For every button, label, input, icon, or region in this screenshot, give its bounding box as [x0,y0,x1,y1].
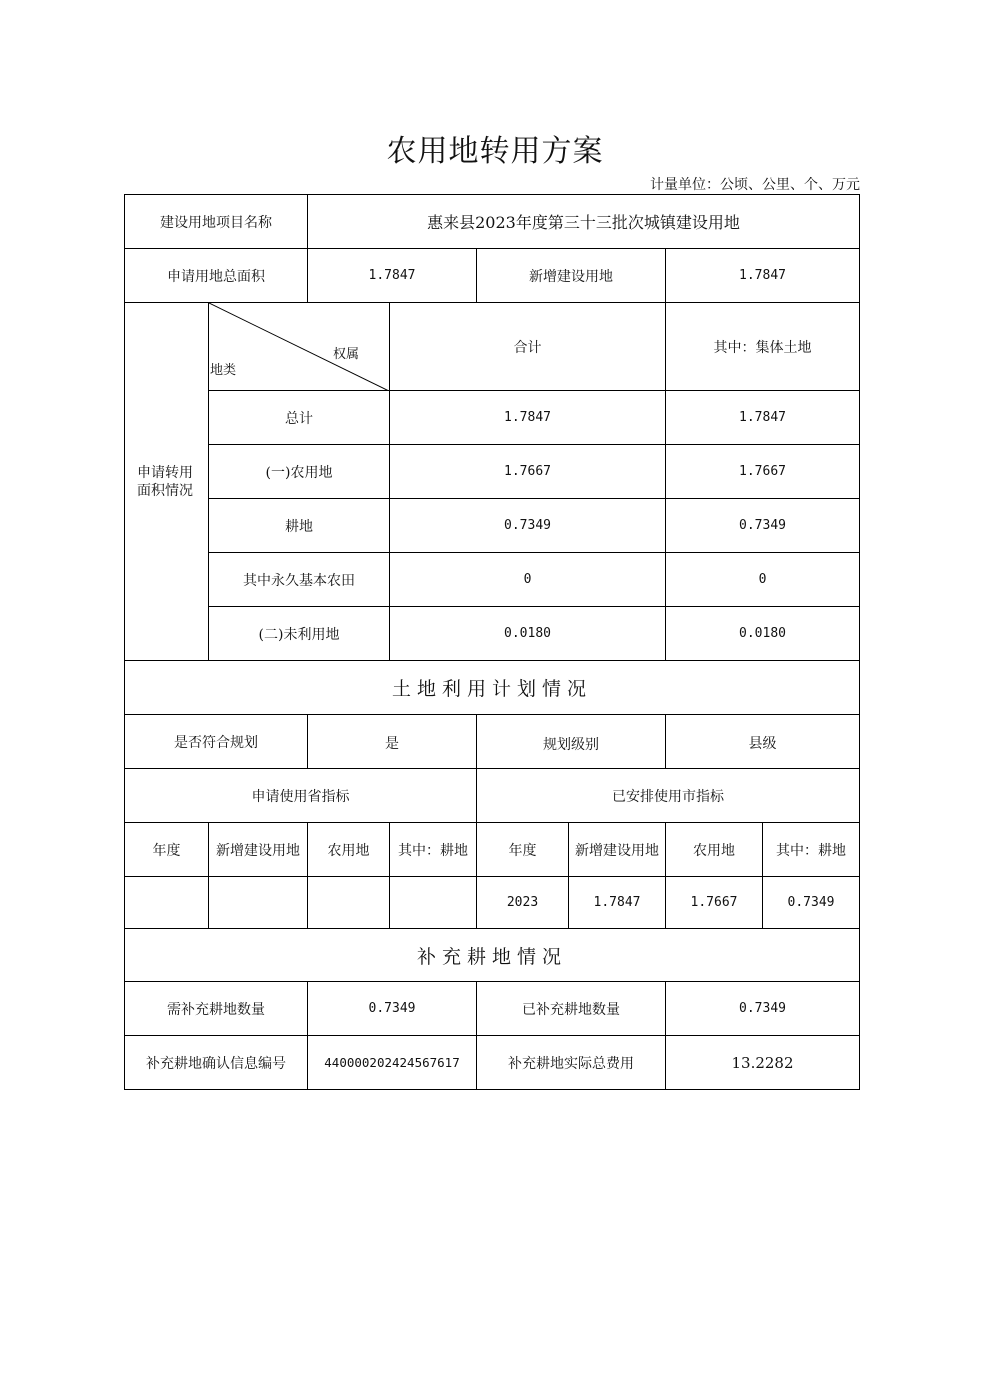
need-supplement-label: 需补充耕地数量 [124,981,308,1036]
index-value: 1.7667 [665,876,763,929]
supplement-section-title: 补充耕地情况 [124,928,860,982]
index-col-header: 新增建设用地 [568,822,666,877]
conversion-row-collective: 1.7667 [665,444,860,499]
confirmation-code-value: 440000202424567617 [307,1035,477,1090]
conversion-row-collective: 1.7847 [665,390,860,445]
diag-top-label: 权属 [332,347,359,362]
compliance-label: 是否符合规划 [124,714,308,769]
total-area-value: 1.7847 [307,248,477,303]
diagonal-header [208,302,390,391]
conversion-row-total: 0 [389,552,666,607]
conversion-row-collective: 0.0180 [665,606,860,661]
compliance-value: 是 [307,714,477,769]
conversion-row-label: 其中永久基本农田 [208,552,390,607]
conversion-row-label: 耕地 [208,498,390,553]
index-col-header: 其中：耕地 [389,822,477,877]
new-construction-value: 1.7847 [665,248,860,303]
page-title: 农用地转用方案 [386,134,604,169]
level-label: 规划级别 [476,714,666,769]
conversion-side-label: 申请转用面积情况 [124,302,209,661]
conversion-row-total: 0.7349 [389,498,666,553]
index-col-header: 其中：耕地 [762,822,860,877]
index-value [124,876,209,929]
done-supplement-value: 0.7349 [665,981,860,1036]
index-col-header: 新增建设用地 [208,822,308,877]
index-col-header: 农用地 [307,822,390,877]
project-name-value: 惠来县2023年度第三十三批次城镇建设用地 [307,194,860,249]
province-index-header: 申请使用省指标 [124,768,477,823]
conversion-row-label: 总计 [208,390,390,445]
index-value: 2023 [476,876,569,929]
index-value: 1.7847 [568,876,666,929]
actual-cost-label: 补充耕地实际总费用 [476,1035,666,1090]
index-col-header: 农用地 [665,822,763,877]
index-col-header: 年度 [476,822,569,877]
unit-note: 计量单位：公顷、公里、个、万元 [650,177,860,193]
col-collective-header: 其中：集体土地 [665,302,860,391]
index-col-header: 年度 [124,822,209,877]
conversion-row-collective: 0 [665,552,860,607]
index-value [389,876,477,929]
new-construction-label: 新增建设用地 [476,248,666,303]
conversion-row-label: (二)未利用地 [208,606,390,661]
plan-section-title: 土地利用计划情况 [124,660,860,715]
confirmation-code-label: 补充耕地确认信息编号 [124,1035,308,1090]
col-total-header: 合计 [389,302,666,391]
conversion-row-total: 1.7667 [389,444,666,499]
done-supplement-label: 已补充耕地数量 [476,981,666,1036]
total-area-label: 申请用地总面积 [124,248,308,303]
conversion-row-collective: 0.7349 [665,498,860,553]
city-index-header: 已安排使用市指标 [476,768,860,823]
index-value: 0.7349 [762,876,860,929]
conversion-row-total: 0.0180 [389,606,666,661]
index-value [307,876,390,929]
index-value [208,876,308,929]
project-name-label: 建设用地项目名称 [124,194,308,249]
diag-bottom-label: 地类 [210,363,237,378]
diagonal-line [209,303,390,391]
actual-cost-value: 13.2282 [665,1035,860,1090]
level-value: 县级 [665,714,860,769]
conversion-row-total: 1.7847 [389,390,666,445]
conversion-row-label: (一)农用地 [208,444,390,499]
need-supplement-value: 0.7349 [307,981,477,1036]
